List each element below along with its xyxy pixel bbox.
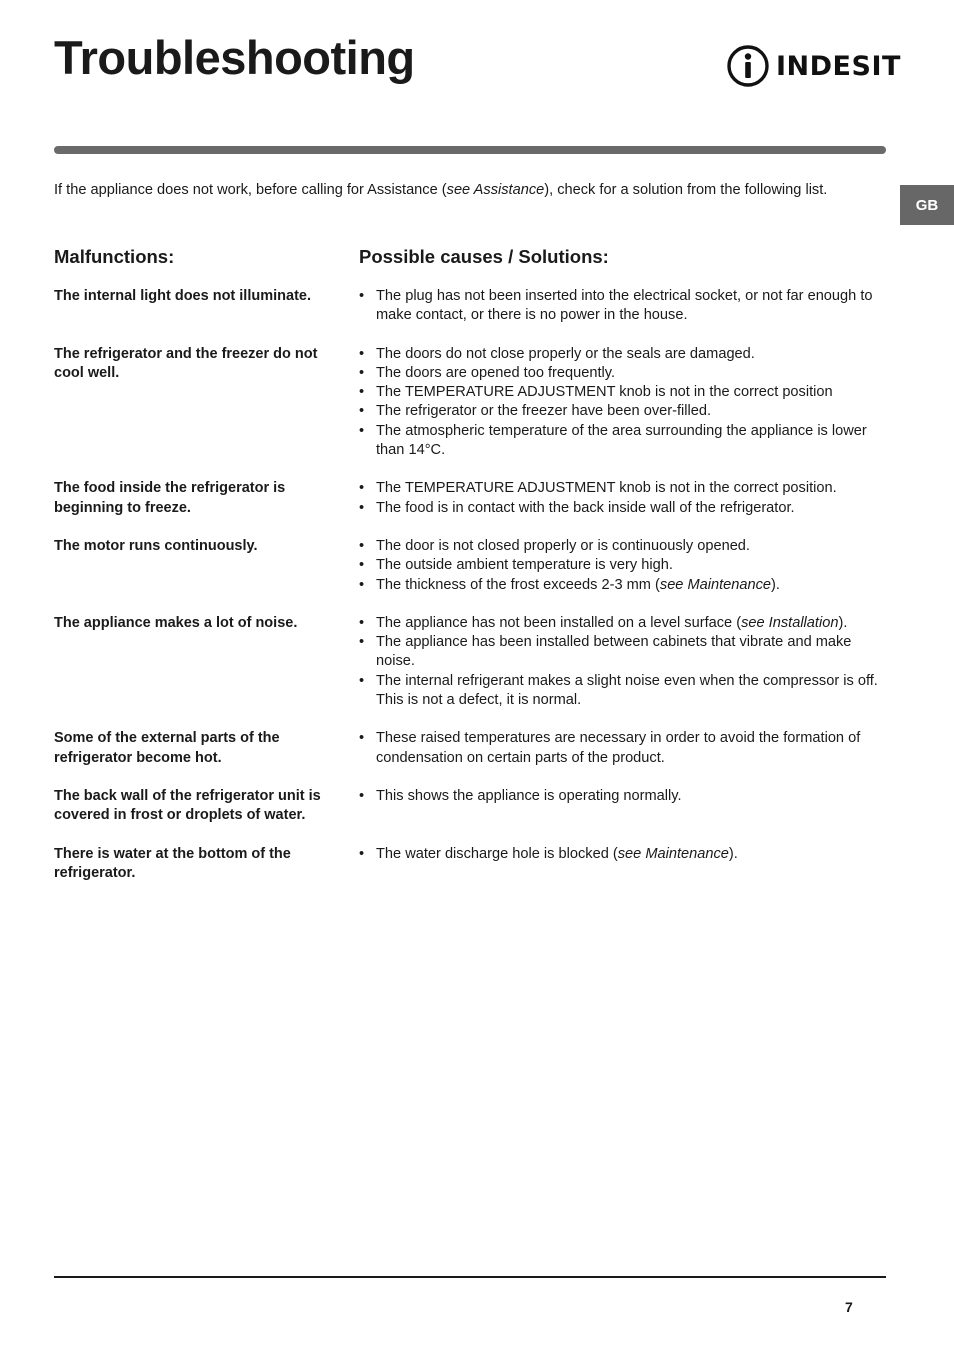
- cause-list: [359, 537, 890, 595]
- table-row: [54, 345, 890, 461]
- cause-text: The refrigerator or the freezer have been over-filled.: [376, 403, 712, 420]
- list-item: [359, 383, 890, 402]
- cause-text-after: ).: [771, 576, 780, 593]
- cause-text: These raised temperatures are necessary in order to avoid the formation of condensation on certain parts of the product.: [376, 730, 861, 766]
- cause-text: The doors are opened too frequently.: [376, 364, 616, 381]
- table-row: [54, 537, 890, 595]
- malfunction-text: The refrigerator and the freezer do not cool well.: [54, 345, 318, 381]
- malfunction-text: Some of the external parts of the refrigerator become hot.: [54, 730, 280, 766]
- cause-list: [359, 787, 890, 826]
- language-tab: GB: [900, 185, 954, 225]
- brand-name: INDESIT: [776, 50, 901, 82]
- intro-text: [54, 181, 894, 200]
- cause-text: The atmospheric temperature of the area surrounding the appliance is lower than 14°C.: [376, 422, 867, 459]
- intro-reference: see Assistance: [446, 182, 545, 198]
- cause-text: The internal refrigerant makes a slight noise even when the compressor is off. This is not a defect, it is normal.: [376, 672, 878, 709]
- cause-text: This shows the appliance is operating normally.: [376, 787, 682, 804]
- indesit-logo-icon: [726, 44, 770, 88]
- malfunction-text: The appliance makes a lot of noise.: [54, 614, 298, 631]
- cause-list: [359, 479, 890, 518]
- cause-text: The food is in contact with the back inside wall of the refrigerator.: [376, 499, 795, 516]
- malfunction-text: The motor runs continuously.: [54, 537, 258, 554]
- table-row: [54, 729, 890, 768]
- list-item: [359, 787, 890, 806]
- table-row: [54, 845, 890, 884]
- intro-before: If the appliance does not work, before calling for Assistance (: [54, 182, 447, 198]
- footer-rule: [54, 1276, 886, 1278]
- cause-text: The TEMPERATURE ADJUSTMENT knob is not in the correct position: [376, 384, 833, 401]
- cause-reference: see Installation: [741, 614, 839, 631]
- page-title: Troubleshooting: [54, 31, 415, 84]
- brand-logo: [726, 44, 901, 88]
- list-item: [359, 479, 890, 498]
- causes-heading: Possible causes / Solutions:: [359, 246, 609, 267]
- cause-text: The TEMPERATURE ADJUSTMENT knob is not in the correct position.: [376, 480, 837, 497]
- cause-reference: see Maintenance: [659, 576, 772, 593]
- malfunction-text: The internal light does not illuminate.: [54, 288, 311, 304]
- cause-text: The outside ambient temperature is very high.: [376, 557, 673, 574]
- list-item: [359, 556, 890, 575]
- table-row: [54, 614, 890, 710]
- table-row: [54, 787, 890, 826]
- cause-list: [359, 845, 890, 884]
- list-item: [359, 287, 890, 326]
- troubleshooting-table: [54, 287, 890, 902]
- cause-text: The appliance has been installed between cabinets that vibrate and make noise.: [376, 634, 852, 670]
- malfunction-text: The food inside the refrigerator is beginning to freeze.: [54, 480, 286, 516]
- list-item: [359, 364, 890, 383]
- cause-list: [359, 287, 890, 326]
- cause-text: The door is not closed properly or is continuously opened.: [376, 537, 750, 554]
- list-item: [359, 537, 890, 556]
- list-item: [359, 499, 890, 518]
- list-item: [359, 576, 890, 595]
- table-row: [54, 287, 890, 326]
- list-item: [359, 422, 890, 461]
- cause-text: The appliance has not been installed on a level surface (: [376, 614, 742, 631]
- cause-text: The doors do not close properly or the seals are damaged.: [376, 345, 755, 362]
- header-rule: [54, 146, 886, 154]
- malfunction-text: The back wall of the refrigerator unit is covered in frost or droplets of water.: [54, 787, 321, 824]
- cause-text: The plug has not been inserted into the electrical socket, or not far enough to make contact, or there is no power in the house.: [376, 288, 873, 324]
- cause-text: The thickness of the frost exceeds 2-3 mm (: [376, 576, 660, 593]
- cause-text-after: ).: [838, 614, 848, 631]
- cause-text-after: ).: [728, 845, 738, 862]
- cause-list: [359, 729, 890, 768]
- list-item: [359, 633, 890, 672]
- cause-text: The water discharge hole is blocked (: [376, 845, 618, 862]
- list-item: [359, 614, 890, 633]
- list-item: [359, 672, 890, 711]
- list-item: [359, 729, 890, 768]
- list-item: [359, 845, 890, 864]
- page-number: 7: [845, 1299, 853, 1315]
- malfunction-text: There is water at the bottom of the refrigerator.: [54, 845, 291, 881]
- malfunctions-heading: Malfunctions:: [54, 246, 175, 267]
- cause-reference: see Maintenance: [617, 845, 729, 862]
- list-item: [359, 402, 890, 421]
- table-row: [54, 479, 890, 518]
- cause-list: [359, 345, 890, 461]
- list-item: [359, 345, 890, 364]
- intro-after: ), check for a solution from the following list.: [544, 182, 828, 198]
- cause-list: [359, 614, 890, 710]
